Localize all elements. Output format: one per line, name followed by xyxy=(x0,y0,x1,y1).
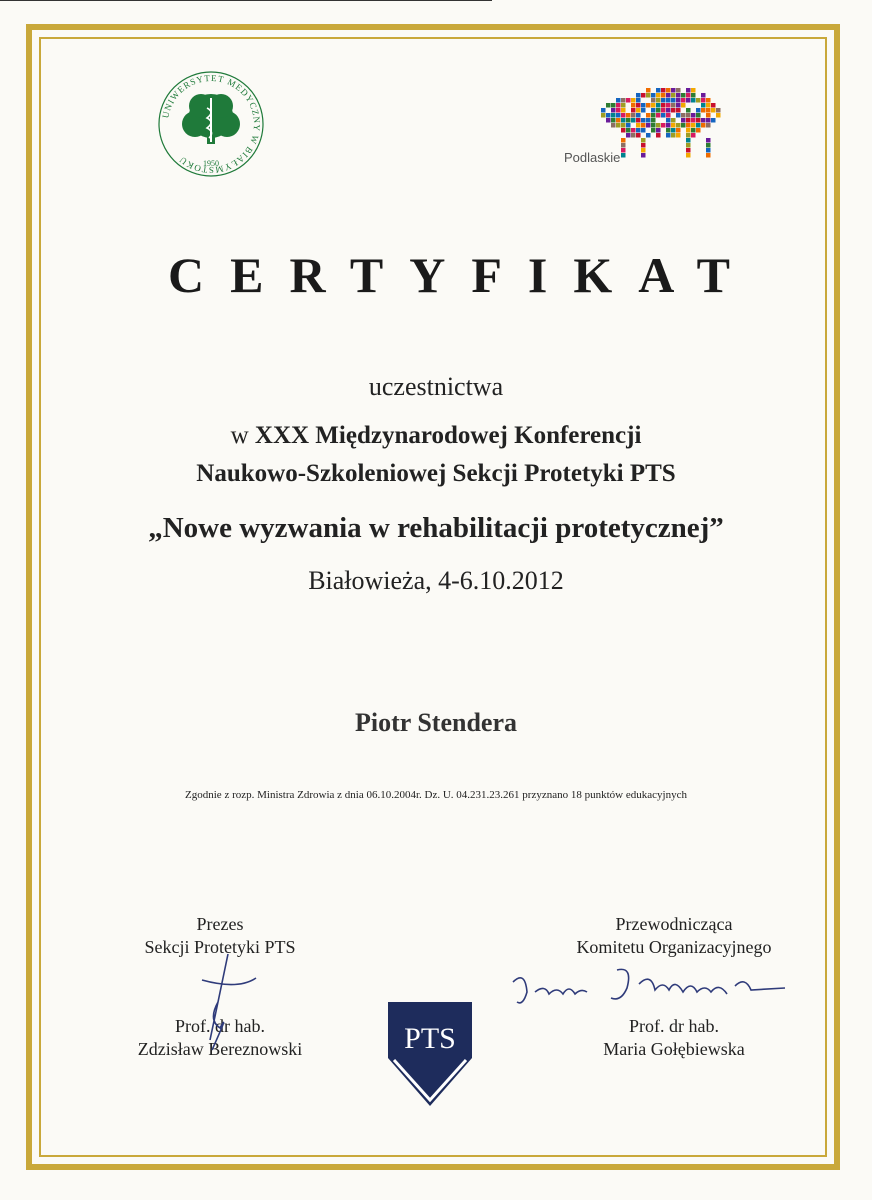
left-signatory-role1: Prezes xyxy=(196,914,244,934)
conference-name: XXX Międzynarodowej Konferencji xyxy=(254,422,642,449)
pts-logo-label: PTS xyxy=(404,1022,456,1055)
right-signatory-role1: Przewodnicząca xyxy=(615,914,733,934)
podlaskie-logo xyxy=(556,88,726,172)
name-underline xyxy=(0,0,492,1)
left-signatory-role2: Sekcji Protetyki PTS xyxy=(144,937,296,957)
right-signatory-name: Maria Gołębiewska xyxy=(603,1039,745,1059)
university-year: 1950 xyxy=(203,159,219,168)
conference-name-line xyxy=(0,422,872,450)
right-signatory-role2: Komitetu Organizacyjnego xyxy=(576,937,772,957)
conference-place-date: Białowieża, 4-6.10.2012 xyxy=(308,566,564,595)
certificate-title: CERTYFIKAT xyxy=(168,247,756,303)
conference-topic: „Nowe wyzwania w rehabilitacji protetycznej” xyxy=(148,512,724,544)
education-points-note: Zgodnie z rozp. Ministra Zdrowia z dnia 06.10.2004r. Dz. U. 04.231.23.261 przyznano 18 punktów edukacyjnych xyxy=(185,789,687,801)
university-logo xyxy=(155,68,267,180)
university-ring-text: UNIWERSYTET MEDYCZNY W BIAŁYMSTOKU xyxy=(160,72,263,176)
right-handwritten-signature xyxy=(505,962,790,1018)
participation-label: uczestnictwa xyxy=(368,372,504,401)
right-signatory-title: Prof. dr hab. xyxy=(629,1016,719,1036)
participant-name: Piotr Stendera xyxy=(355,708,517,737)
conference-section-line: Naukowo-Szkoleniowej Sekcji Protetyki PTS xyxy=(196,460,676,487)
conference-prefix: w xyxy=(230,422,255,449)
podlaskie-label: Podlaskie xyxy=(564,150,621,165)
left-signatory-name: Zdzisław Bereznowski xyxy=(137,1039,303,1059)
oak-tree-icon xyxy=(182,94,240,144)
left-handwritten-signature xyxy=(160,950,270,1060)
pts-logo xyxy=(384,998,476,1110)
left-signatory-title: Prof. dr hab. xyxy=(175,1016,265,1036)
